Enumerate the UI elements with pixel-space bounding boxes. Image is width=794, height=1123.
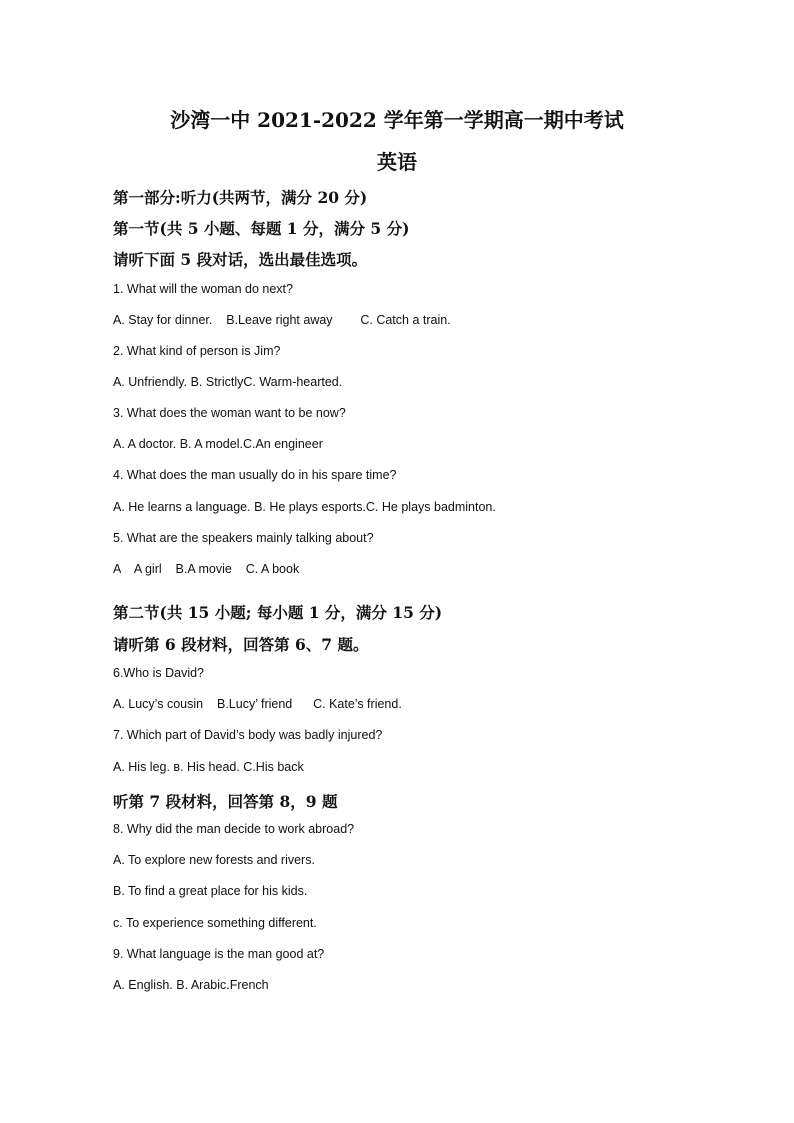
section-heading: 听第 7 段材料，回答第 8，9 题 <box>113 792 338 811</box>
question-line: c. To experience something different. <box>113 916 317 930</box>
question-line: A. Unfriendly. B. StrictlyC. Warm-hearted. <box>113 375 343 389</box>
question-line: A. He learns a language. B. He plays esports.C. He plays badminton. <box>113 500 496 514</box>
question-line: A. His leg. в. His head. C.His back <box>113 760 304 774</box>
question-line: 4. What does the man usually do in his spare time? <box>113 468 397 482</box>
question-line: A. To explore new forests and rivers. <box>113 853 315 867</box>
question-line: 7. Which part of David’s body was badly injured? <box>113 728 383 742</box>
question-line: 6.Who is David? <box>113 666 205 680</box>
section-heading: 请听下面 5 段对话，选出最佳选项。 <box>113 250 368 269</box>
question-line: A A girl B.A movie C. A book <box>113 562 300 576</box>
question-line: 8. Why did the man decide to work abroad? <box>113 822 355 836</box>
question-line: A. English. B. Arabic.French <box>113 978 269 992</box>
question-line: A. Lucy’s cousin B.Lucy’ friend C. Kate’s friend. <box>113 697 402 711</box>
question-line: B. To find a great place for his kids. <box>113 884 308 898</box>
section-heading: 请听第 6 段材料，回答第 6、7 题。 <box>113 635 369 654</box>
question-line: 2. What kind of person is Jim? <box>113 344 281 358</box>
section-heading: 第一部分:听力(共两节，满分 20 分) <box>113 188 368 207</box>
question-line: A. Stay for dinner. B.Leave right away C. Catch a train. <box>113 313 451 327</box>
question-line: 3. What does the woman want to be now? <box>113 406 346 420</box>
question-line: A. A doctor. B. A model.C.An engineer <box>113 437 323 451</box>
subject-title: 英语 <box>377 150 417 174</box>
section-heading: 第二节(共 15 小题; 每小题 1 分，满分 15 分) <box>113 603 443 622</box>
question-line: 5. What are the speakers mainly talking about? <box>113 531 374 545</box>
exam-title: 沙湾一中 2021-2022 学年第一学期高一期中考试 <box>170 108 624 132</box>
question-line: 9. What language is the man good at? <box>113 947 325 961</box>
question-line: 1. What will the woman do next? <box>113 282 293 296</box>
section-heading: 第一节(共 5 小题、每题 1 分，满分 5 分) <box>113 219 410 238</box>
